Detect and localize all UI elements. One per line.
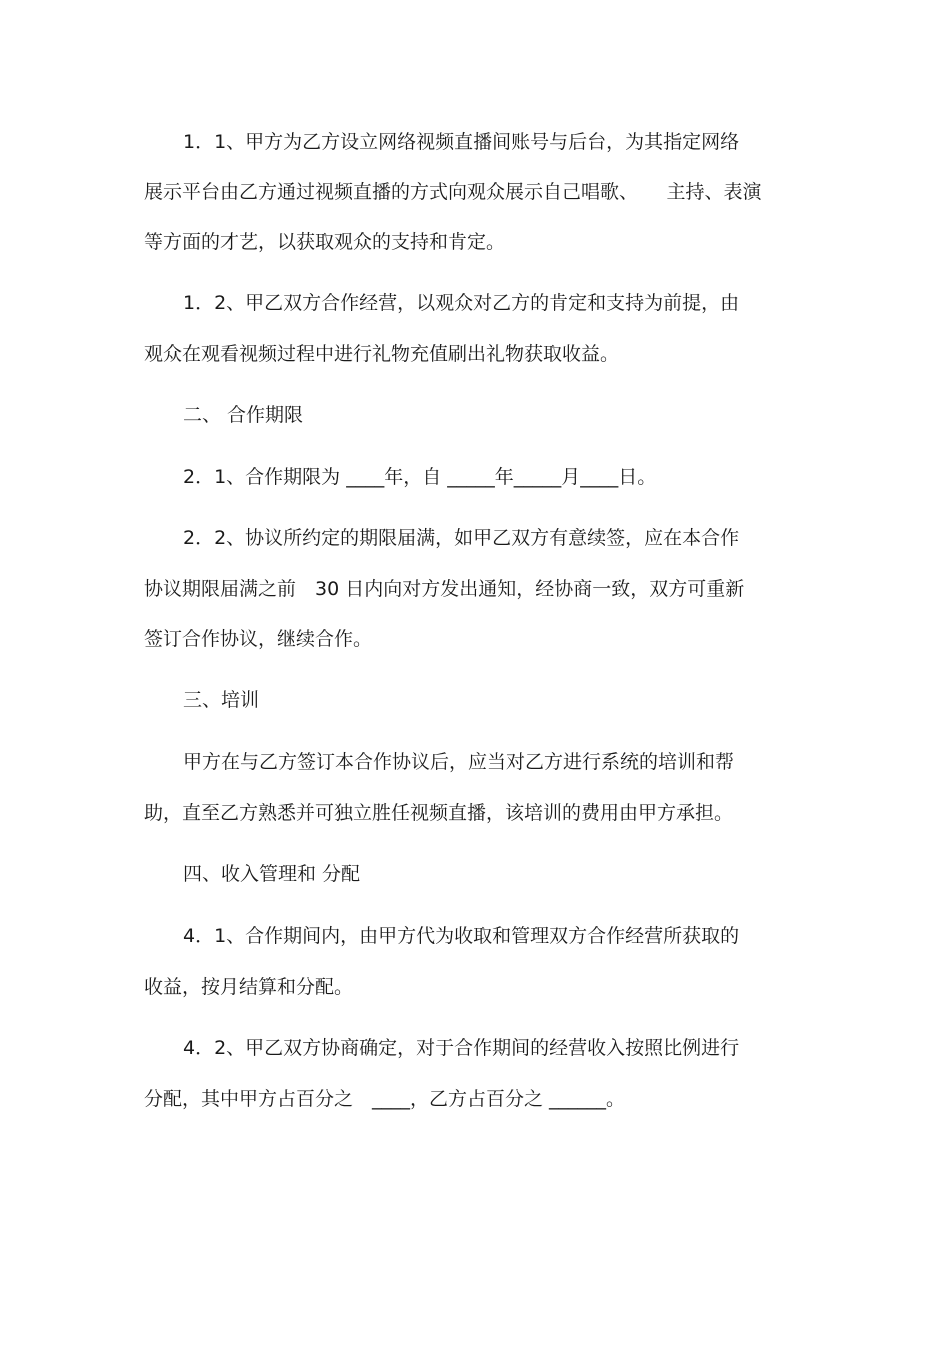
- clause-4-2-line-1: 4．2、甲乙双方协商确定，对于合作期间的经营收入按照比例进行: [183, 1037, 740, 1059]
- clause-1-2-line-1: 1．2、甲乙双方合作经营，以观众对乙方的肯定和支持为前提，由: [183, 292, 740, 314]
- clause-2-1-line-1: 2．1、合作期限为 ____年，自 _____年_____月____日。: [183, 466, 657, 488]
- clause-4-2-line-2: 分配，其中甲方占百分之 ____，乙方占百分之 ______。: [144, 1088, 626, 1110]
- clause-1-2-line-2: 观众在观看视频过程中进行礼物充值刷出礼物获取收益。: [144, 343, 620, 365]
- clause-2-2-line-3: 签订合作协议，继续合作。: [144, 628, 373, 650]
- clause-1-1-line-3: 等方面的才艺，以获取观众的支持和肯定。: [144, 231, 506, 253]
- clause-1-1-line-1: 1．1、甲方为乙方设立网络视频直播间账号与后台，为其指定网络: [183, 131, 740, 153]
- section-heading-income: 四、收入管理和 分配: [183, 863, 361, 885]
- clause-1-1-line-2: 展示平台由乙方通过视频直播的方式向观众展示自己唱歌、 主持、表演: [144, 181, 762, 203]
- section-heading-term: 二、 合作期限: [183, 404, 304, 426]
- clause-2-2-line-2: 协议期限届满之前 30 日内向对方发出通知，经协商一致，双方可重新: [144, 578, 745, 600]
- training-line-2: 助，直至乙方熟悉并可独立胜任视频直播，该培训的费用由甲方承担。: [144, 802, 734, 824]
- section-heading-training: 三、培训: [183, 689, 260, 711]
- clause-2-2-line-1: 2．2、协议所约定的期限届满，如甲乙双方有意续签，应在本合作: [183, 527, 740, 549]
- clause-4-1-line-2: 收益，按月结算和分配。: [144, 976, 354, 998]
- training-line-1: 甲方在与乙方签订本合作协议后，应当对乙方进行系统的培训和帮: [183, 751, 735, 773]
- clause-4-1-line-1: 4．1、合作期间内，由甲方代为收取和管理双方合作经营所获取的: [183, 925, 740, 947]
